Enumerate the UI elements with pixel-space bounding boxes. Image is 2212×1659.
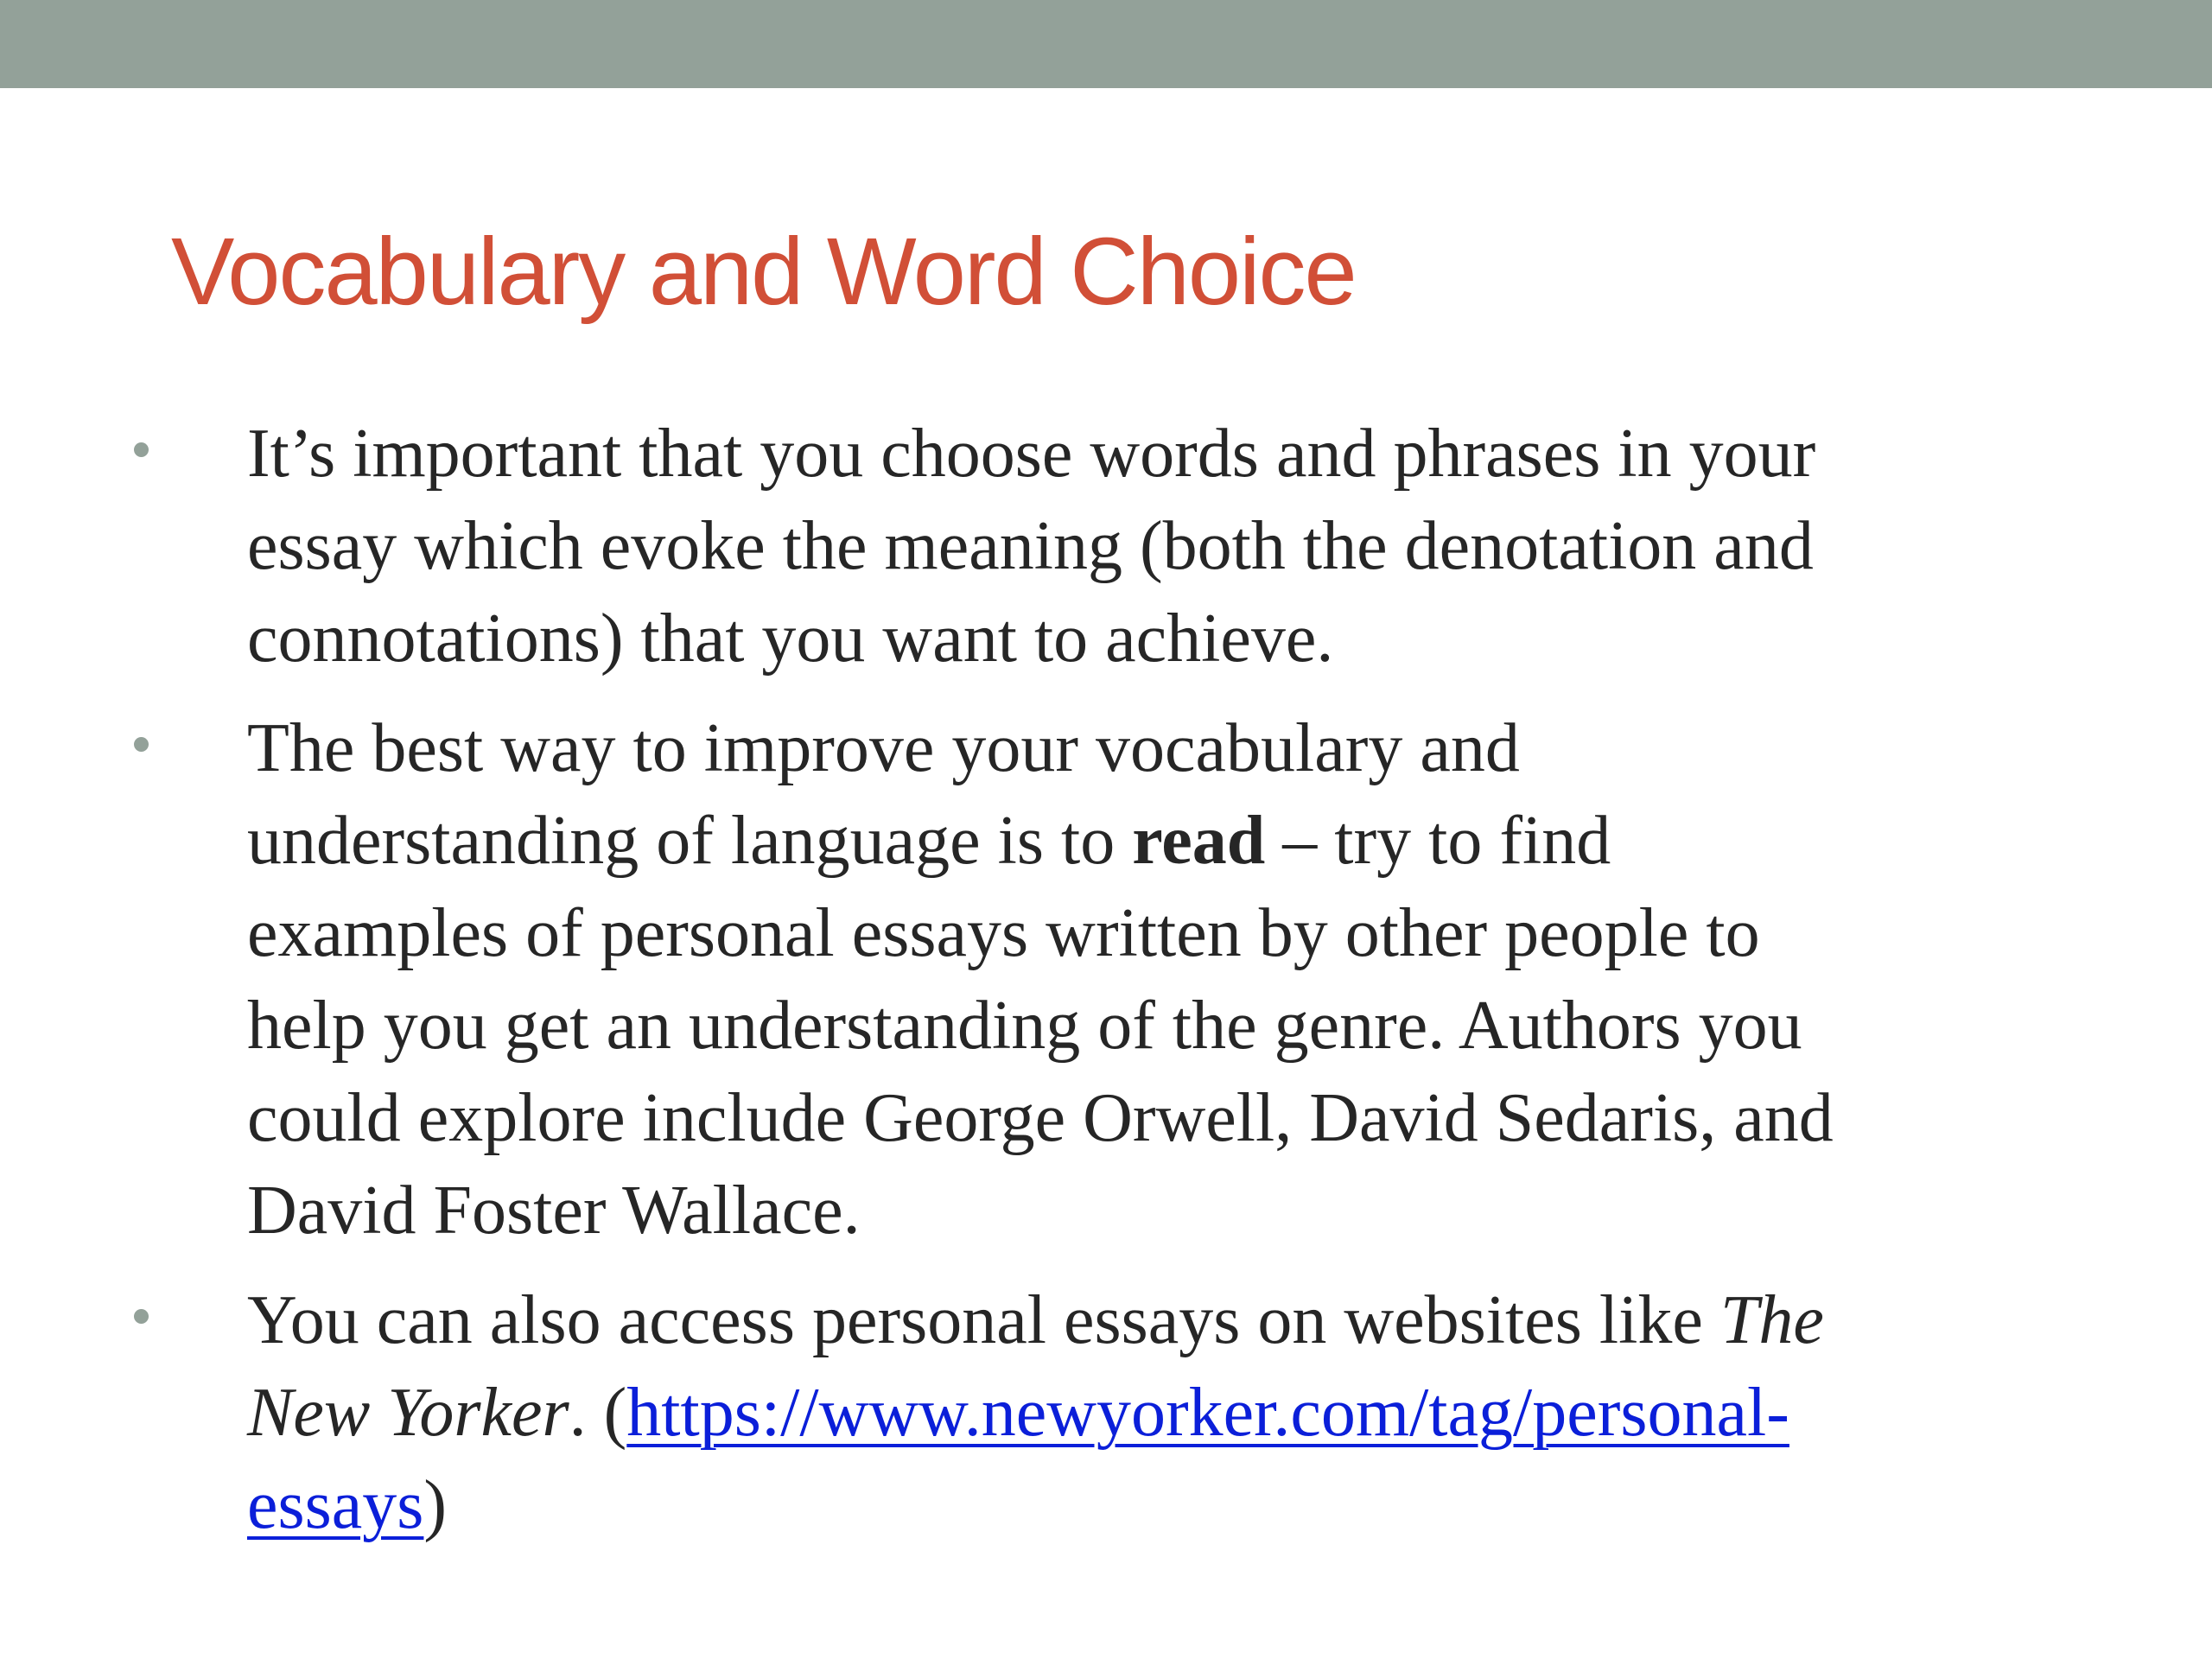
bullet-2-line-3: examples of personal essays written by other people to xyxy=(247,895,1760,971)
bullet-item-3 xyxy=(0,1274,2212,1552)
bullet-3-punctuation: . ( xyxy=(569,1375,627,1451)
bullet-2-line-5: could explore include George Orwell, David Sedaris, and xyxy=(247,1080,1834,1156)
bullet-1-line-3: connotations) that you want to achieve. xyxy=(247,601,1334,677)
bullet-2-line-1: The best way to improve your vocabulary and xyxy=(247,710,1520,786)
bullet-dot-icon xyxy=(134,442,149,457)
bullet-3-line-3 xyxy=(247,1459,2126,1552)
bullet-list xyxy=(0,408,2212,1552)
newyorker-link-part-2[interactable]: essays xyxy=(247,1467,424,1543)
bullet-1-line-1: It’s important that you choose words and phrases in your xyxy=(247,416,1816,492)
bullet-3-line-1 xyxy=(247,1274,2126,1367)
bullet-3-text: You can also access personal essays on websites like xyxy=(247,1282,1720,1358)
publication-title-part-2: New Yorker xyxy=(247,1375,569,1451)
newyorker-link-part-1[interactable]: https://www.newyorker.com/tag/personal- xyxy=(626,1375,1789,1451)
slide-title: Vocabulary and Word Choice xyxy=(171,219,1356,325)
bullet-2-text-before-bold: understanding of language is to xyxy=(247,803,1133,879)
top-accent-bar xyxy=(0,0,2212,88)
bullet-2-text-after-bold: – try to find xyxy=(1265,803,1611,879)
bullet-item-1 xyxy=(0,408,2212,685)
bullet-3-line-2 xyxy=(247,1367,2126,1459)
bullet-dot-icon xyxy=(134,737,149,752)
bullet-2-line-2 xyxy=(247,795,2126,887)
bullet-1-line-2: essay which evoke the meaning (both the denotation and xyxy=(247,508,1814,584)
publication-title-part-1: The xyxy=(1719,1282,1824,1358)
bold-word-read: read xyxy=(1132,803,1266,879)
bullet-item-2 xyxy=(0,702,2212,1257)
bullet-dot-icon xyxy=(134,1309,149,1324)
bullet-2-line-4: help you get an understanding of the genre. Authors you xyxy=(247,988,1802,1064)
bullet-3-closing-paren: ) xyxy=(423,1467,448,1543)
bullet-2-line-6: David Foster Wallace. xyxy=(247,1173,861,1249)
